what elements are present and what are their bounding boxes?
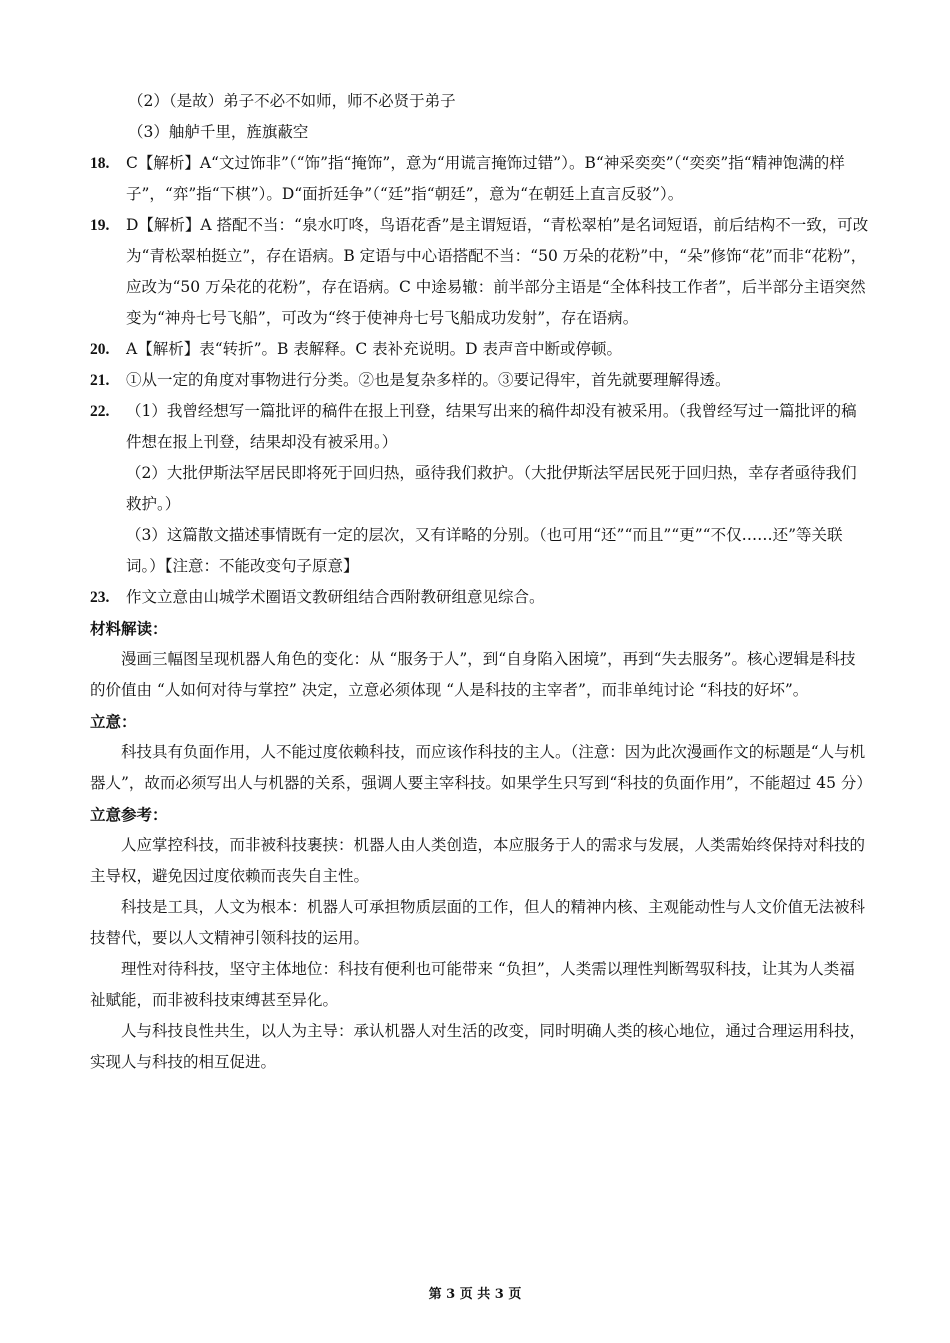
- answer-text: ①从一定的角度对事物进行分类。②也是复杂多样的。③要记得牢，首先就要理解得透。: [126, 371, 731, 389]
- paragraph: 人应掌控科技，而非被科技裹挟：机器人由人类创造，本应服务于人的需求与发展，人类需始终保持对科技的主导权，避免因过度依赖而丧失自主性。: [90, 836, 866, 885]
- question-23: [90, 582, 870, 613]
- paragraph: 科技具有负面作用，人不能过度依赖科技，而应该作科技的主人。（注意：因为此次漫画作文的标题是“人与机器人”，故而必须写出人与机器的关系，强调人要主宰科技。如果学生只写到“科技的负面作用”，不能超过 45 分）: [90, 743, 872, 792]
- answer-line: （3）舳舻千里，旌旗蔽空: [128, 123, 309, 141]
- answer-text: A【解析】表“转折”。B 表解释。C 表补充说明。D 表声音中断或停顿。: [126, 340, 623, 358]
- answer-line: （2）（是故）弟子不必不如师，师不必贤于弟子: [128, 92, 456, 110]
- question-number: 18.: [90, 155, 110, 172]
- answer-text: （2）大批伊斯法罕居民即将死于回归热，亟待我们救护。（大批伊斯法罕居民死于回归热，幸存者亟待我们救护。）: [126, 464, 857, 513]
- question-number: 20.: [90, 341, 110, 358]
- page-footer: 第 3 页 共 3 页: [428, 1287, 522, 1302]
- answer-text: C【解析】A“文过饰非”（“饰”指“掩饰”，意为“用谎言掩饰过错”）。B“神采奕奕”（“奕奕”指“精神饱满的样子”，“弈”指“下棋”）。D“面折廷争”（“廷”指“朝廷”，意为“在朝廷上直言反驳”）。: [126, 154, 845, 203]
- answer-text: （3）这篇散文描述事情既有一定的层次，又有详略的分别。（也可用“还”“而且”“更”“不仅……还”等关联词。）【注意：不能改变句子原意】: [126, 526, 843, 575]
- question-number: 21.: [90, 372, 110, 389]
- question-number: 22.: [90, 403, 110, 420]
- section-heading: 立意：: [90, 712, 137, 731]
- question-20: [90, 334, 870, 365]
- question-18: [90, 148, 870, 210]
- question-22: [90, 396, 870, 582]
- answer-text: 作文立意由山城学术圈语文教研组结合西附教研组意见综合。: [126, 588, 545, 606]
- question-21: [90, 365, 870, 396]
- section-heading: 材料解读：: [90, 619, 168, 638]
- page-content: [90, 86, 870, 1078]
- paragraph: 漫画三幅图呈现机器人角色的变化：从 “服务于人”，到“自身陷入困境”，再到“失去服务”。核心逻辑是科技的价值由 “人如何对待与掌控” 决定，立意必须体现 “人是科技的主宰者”，而非单纯讨论 “科技的好坏”。: [90, 650, 856, 699]
- question-number: 19.: [90, 217, 110, 234]
- question-19: [90, 210, 870, 334]
- answer-text: （1）我曾经想写一篇批评的稿件在报上刊登，结果写出来的稿件却没有被采用。（我曾经写过一篇批评的稿件想在报上刊登，结果却没有被采用。）: [126, 402, 857, 451]
- paragraph: 理性对待科技，坚守主体地位：科技有便利也可能带来 “负担”，人类需以理性判断驾驭科技，让其为人类福祉赋能，而非被科技束缚甚至异化。: [90, 960, 855, 1009]
- question-number: 23.: [90, 589, 110, 606]
- section-heading: 立意参考：: [90, 805, 168, 824]
- paragraph: 人与科技良性共生，以人为主导：承认机器人对生活的改变，同时明确人类的核心地位，通过合理运用科技，实现人与科技的相互促进。: [90, 1022, 866, 1071]
- paragraph: 科技是工具，人文为根本：机器人可承担物质层面的工作，但人的精神内核、主观能动性与人文价值无法被科技替代，要以人文精神引领科技的运用。: [90, 898, 866, 947]
- answer-text: D【解析】A 搭配不当：“泉水叮咚，鸟语花香”是主谓短语，“青松翠柏”是名词短语，前后结构不一致，可改为“青松翠柏挺立”，存在语病。B 定语与中心语搭配不当：“50 万朵的花粉”中，“朵”修饰“花”而非“花粉”，应改为“50 万朵花的花粉”，存在语病。C 中途易辙：前半部分主语是“全体科技工作者”，后半部分主语突然变为“神舟七号飞船”，可改为“终于使神舟七号飞船成功发射”，存在语病。: [126, 216, 869, 327]
